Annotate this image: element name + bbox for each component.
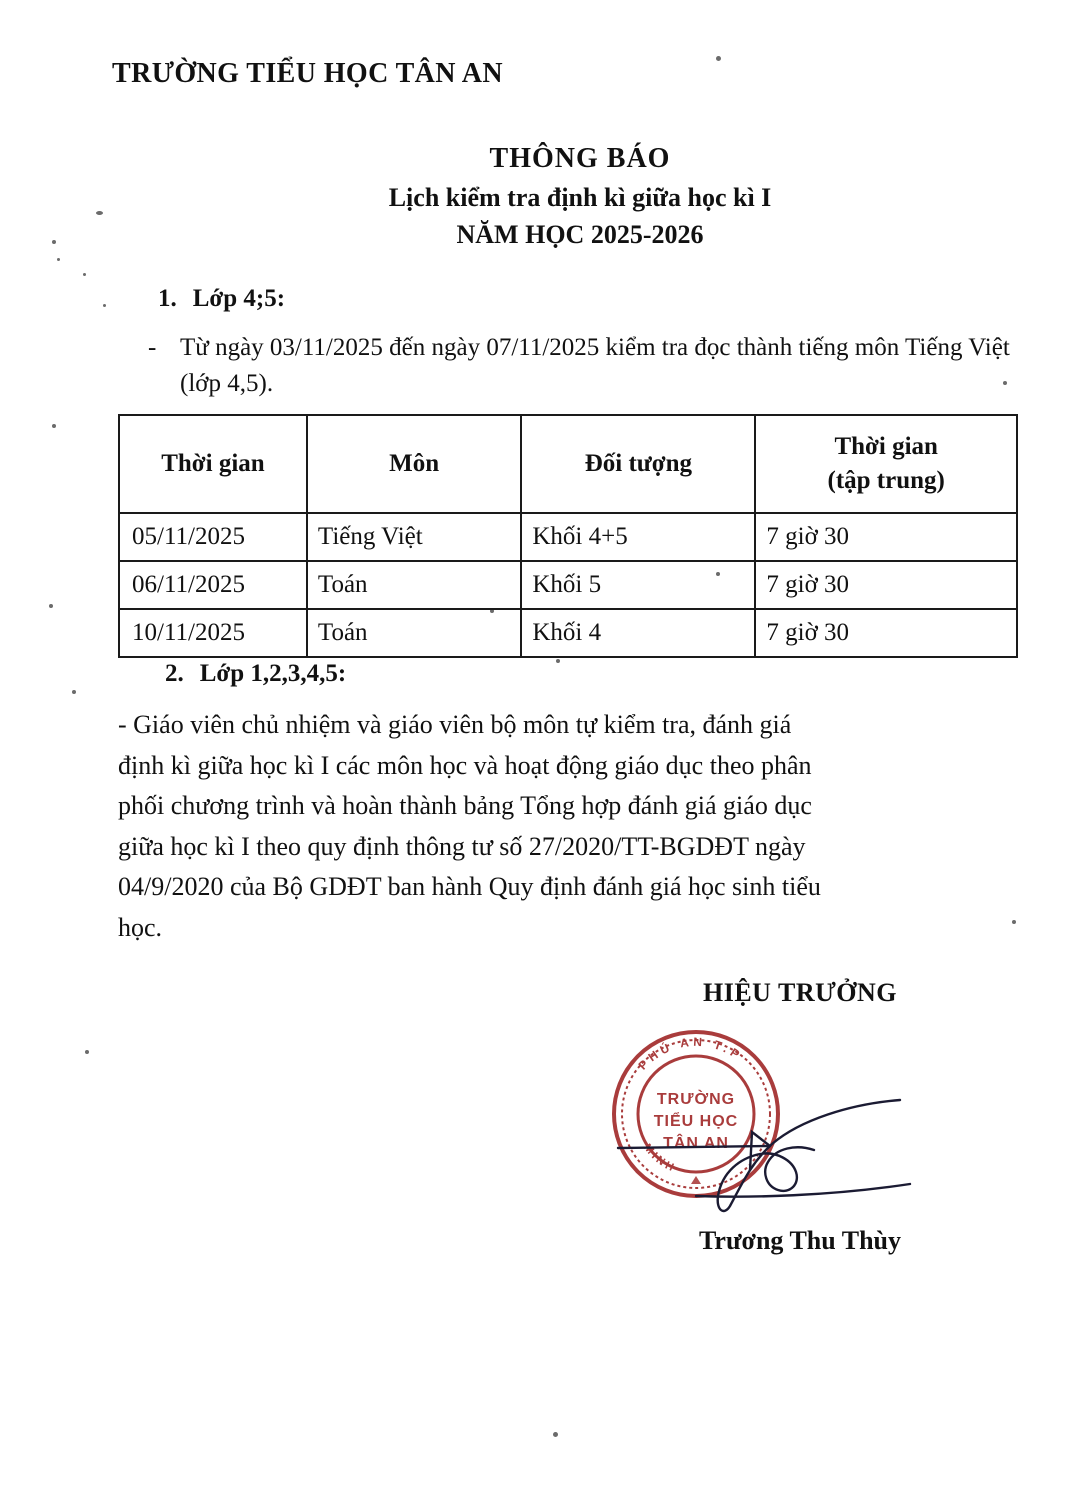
cell-target: Khối 5 (521, 561, 755, 609)
column-header-time (119, 415, 307, 513)
scan-speck (49, 604, 53, 608)
signer-name: Trương Thu Thùy (699, 1226, 901, 1255)
section-1-label: Lớp 4;5: (192, 285, 286, 312)
scan-speck (103, 304, 106, 307)
svg-text:PHÚ AN T.P: PHÚ AN T.P (635, 1034, 746, 1073)
svg-text:TÂN AN: TÂN AN (663, 1135, 729, 1152)
table-row (119, 513, 1017, 561)
cell-time: 7 giờ 30 (755, 561, 1017, 609)
bullet-text: Từ ngày 03/11/2025 đến ngày 07/11/2025 kiểm tra đọc thành tiếng môn Tiếng Việt (lớp 4,5). (180, 334, 1010, 397)
paragraph-line: giữa học kì I theo quy định thông tư số 27/2020/TT-BGDĐT ngày (118, 831, 806, 861)
column-header-gather-time-line2: (tập trung) (827, 467, 945, 494)
cell-date: 10/11/2025 (119, 609, 307, 657)
section-2-label: Lớp 1,2,3,4,5: (199, 660, 347, 687)
title-block (180, 140, 980, 253)
column-header-target (521, 415, 755, 513)
scan-speck (52, 424, 56, 428)
paragraph-line: phối chương trình và hoàn thành bảng Tổng hợp đánh giá giáo dục (118, 791, 812, 821)
section-1-bullet (148, 330, 1038, 401)
bullet-marker: - (148, 334, 157, 361)
cell-time: 7 giờ 30 (755, 513, 1017, 561)
svg-text:TRƯỜNG: TRƯỜNG (656, 1091, 736, 1108)
paragraph-line: - Giáo viên chủ nhiệm và giáo viên bộ môn tự kiểm tra, đánh giá (118, 710, 792, 739)
cell-subject: Toán (307, 609, 521, 657)
scan-speck (556, 659, 560, 663)
organization-name: TRƯỜNG TIỂU HỌC TÂN AN (112, 58, 504, 89)
column-header-subject (307, 415, 521, 513)
cell-subject: Tiếng Việt (307, 513, 521, 561)
section-1-number: 1. (158, 285, 177, 312)
paragraph-line: 04/9/2020 của Bộ GDĐT ban hành Quy định đánh giá học sinh tiểu (118, 872, 821, 902)
paragraph-line: định kì giữa học kì I các môn học và hoạt động giáo dục theo phân (118, 750, 812, 780)
paragraph-line: học. (118, 912, 163, 942)
scan-speck (52, 240, 56, 244)
exam-schedule-table (118, 414, 1018, 658)
scan-speck (716, 56, 721, 61)
cell-date: 05/11/2025 (119, 513, 307, 561)
column-header-gather-time (755, 415, 1017, 513)
column-header-gather-time-line1: Thời gian (834, 433, 938, 461)
svg-text:TIỂU HỌC: TIỂU HỌC (653, 1113, 739, 1130)
official-stamp (608, 1026, 784, 1202)
document-subtitle: Lịch kiểm tra định kì giữa học kì I (388, 182, 772, 212)
scan-speck (96, 211, 103, 215)
svg-text:MINH: MINH (641, 1141, 679, 1176)
table-row (119, 561, 1017, 609)
document-title: THÔNG BÁO (489, 143, 671, 174)
column-header-time-label: Thời gian (161, 450, 265, 478)
school-year: NĂM HỌC 2025-2026 (456, 219, 704, 249)
cell-time: 7 giờ 30 (755, 609, 1017, 657)
section-2-number: 2. (165, 660, 184, 687)
scan-speck (57, 258, 60, 261)
table-header-row (119, 415, 1017, 513)
section-1-heading (158, 285, 285, 313)
scan-speck (85, 1050, 89, 1054)
scan-speck (553, 1432, 558, 1437)
signature-title: HIỆU TRƯỞNG (702, 978, 898, 1007)
cell-subject: Toán (307, 561, 521, 609)
table-row (119, 609, 1017, 657)
scan-speck (83, 273, 86, 276)
section-2-heading (165, 660, 346, 688)
section-2-paragraph (118, 705, 1048, 948)
column-header-target-label: Đối tượng (584, 450, 693, 478)
column-header-subject-label: Môn (389, 450, 440, 478)
cell-target: Khối 4+5 (521, 513, 755, 561)
scan-speck (72, 690, 76, 694)
cell-date: 06/11/2025 (119, 561, 307, 609)
cell-target: Khối 4 (521, 609, 755, 657)
